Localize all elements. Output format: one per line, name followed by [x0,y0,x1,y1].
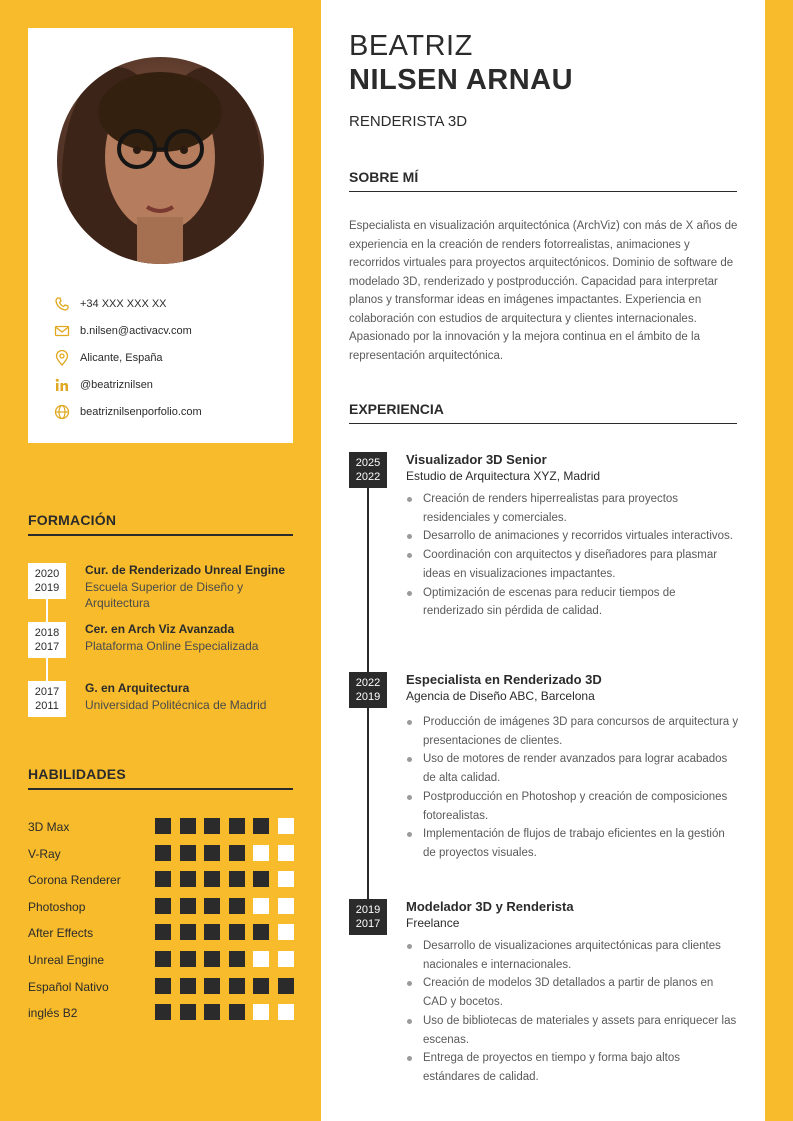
skill-level-square [278,951,294,967]
skill-row [28,898,293,916]
education-title: G. en Arquitectura [85,681,190,695]
contact-phone[interactable] [54,290,202,317]
year-end: 2018 [34,627,60,639]
bullet-item: Optimización de escenas para reducir tiempos de renderizado sin pérdida de calidad. [406,584,739,621]
contact-email[interactable] [54,317,202,344]
skill-level-square [229,871,245,887]
year-start: 2017 [355,918,381,930]
skill-level-square [180,1004,196,1020]
skill-level-square [204,951,220,967]
education-years [28,681,66,717]
year-end: 2019 [355,904,381,916]
job-company: Freelance [406,916,460,930]
skill-level-square [253,978,269,994]
contact-list [54,290,202,425]
skill-level-square [155,845,171,861]
skill-name: inglés B2 [28,1006,78,1021]
location-icon [54,350,70,366]
profile-card [28,28,293,443]
skill-level-square [204,978,220,994]
skills-rule [28,788,293,790]
skills-heading: HABILIDADES [28,766,126,782]
first-name: BEATRIZ [349,30,473,62]
skill-level-square [229,924,245,940]
year-start: 2019 [34,582,60,594]
skill-level-square [204,845,220,861]
year-end: 2022 [355,677,381,689]
skill-name: Español Nativo [28,979,109,994]
skill-row [28,1004,293,1022]
skill-level-square [253,871,269,887]
education-title: Cer. en Arch Viz Avanzada [85,622,235,636]
bullet-item: Postproducción en Photoshop y creación de composiciones fotorealistas. [406,788,739,825]
skill-level-square [278,1004,294,1020]
skill-level-square [278,924,294,940]
skill-level-square [229,845,245,861]
skill-name: Photoshop [28,899,86,914]
education-title: Cur. de Renderizado Unreal Engine [85,563,286,577]
skill-level-square [253,818,269,834]
skill-level-square [229,818,245,834]
last-name: NILSEN ARNAU [349,64,574,96]
job-bullets [406,490,739,621]
job-bullets [406,937,739,1087]
skill-name: 3D Max [28,820,70,834]
year-start: 2017 [34,641,60,653]
job-bullets [406,713,739,863]
year-start: 2011 [35,700,59,712]
skill-level-square [278,845,294,861]
contact-email-text: b.nilsen@activacv.com [80,324,192,337]
contact-location [54,344,202,371]
skill-level-square [253,924,269,940]
skill-level-square [204,924,220,940]
contact-location-text: Alicante, España [80,351,163,364]
year-end: 2017 [34,686,60,698]
contact-website-text: beatriznilsenporfolio.com [80,405,202,418]
skill-row [28,924,293,942]
skill-level-square [204,871,220,887]
bullet-item: Implementación de flujos de trabajo eficientes en la gestión de proyectos visuales. [406,825,739,862]
skill-level-square [204,898,220,914]
experience-years [349,452,387,488]
skill-level-square [278,818,294,834]
skill-row [28,818,293,836]
bullet-item: Uso de motores de render avanzados para lograr acabados de alta calidad. [406,750,739,787]
education-heading: FORMACIÓN [28,512,117,528]
experience-rule [349,423,737,424]
skill-level-square [180,898,196,914]
education-school: Universidad Politécnica de Madrid [85,698,267,712]
skill-level-square [155,898,171,914]
skill-level-square [229,951,245,967]
education-rule [28,534,293,536]
bullet-item: Uso de bibliotecas de materiales y assets para enriquecer las escenas. [406,1012,739,1049]
profile-photo [57,57,264,264]
skill-level-square [155,951,171,967]
experience-years [349,672,387,708]
job-company: Agencia de Diseño ABC, Barcelona [406,689,595,703]
skill-level-square [229,1004,245,1020]
skill-level-square [180,951,196,967]
skill-level-square [204,1004,220,1020]
skill-level-square [278,898,294,914]
education-years [28,563,66,599]
skill-level-square [155,818,171,834]
about-heading: SOBRE MÍ [349,169,419,185]
about-rule [349,191,737,192]
bullet-item: Desarrollo de animaciones y recorridos virtuales interactivos. [406,527,739,546]
bullet-item: Coordinación con arquitectos y diseñadores para plasmar ideas en visualizaciones impactantes. [406,546,739,583]
skill-level-square [180,978,196,994]
skill-name: After Effects [28,926,94,941]
skill-level-square [155,978,171,994]
phone-icon [54,296,70,312]
experience-heading: EXPERIENCIA [349,401,444,417]
education-years [28,622,66,658]
education-school: Escuela Superior de Diseño y Arquitectura [85,580,244,610]
contact-linkedin-text: @beatriznilsen [80,378,153,391]
education-school: Plataforma Online Especializada [85,639,259,653]
bullet-item: Creación de renders hiperrealistas para proyectos residenciales y comerciales. [406,490,739,527]
skill-level-square [155,924,171,940]
globe-icon [54,404,70,420]
bullet-item: Producción de imágenes 3D para concursos de arquitectura y presentaciones de clientes. [406,713,739,750]
year-end: 2020 [34,568,60,580]
skill-level-square [204,818,220,834]
job-role: RENDERISTA 3D [349,113,468,130]
mail-icon [54,323,70,339]
skill-level-square [278,978,294,994]
contact-phone-text: +34 XXX XXX XX [80,297,167,310]
year-start: 2019 [355,691,381,703]
contact-linkedin[interactable] [54,371,202,398]
skill-level-square [180,924,196,940]
skill-name: V-Ray [28,846,61,861]
year-end: 2025 [355,457,381,469]
skill-name: Corona Renderer [28,873,121,888]
skill-name: Unreal Engine [28,953,105,967]
bullet-item: Creación de modelos 3D detallados a partir de planos en CAD y bocetos. [406,974,739,1011]
skill-level-square [180,818,196,834]
job-title: Modelador 3D y Renderista [406,899,574,914]
skill-level-square [180,845,196,861]
linkedin-icon [54,377,70,393]
right-accent-strip [765,0,793,1121]
skill-level-square [229,898,245,914]
skill-level-square [180,871,196,887]
skill-row [28,978,293,996]
bullet-item: Desarrollo de visualizaciones arquitectónicas para clientes nacionales e internacionales. [406,937,739,974]
skill-level-square [229,978,245,994]
skill-level-square [155,871,171,887]
skill-level-square [253,898,269,914]
skill-row [28,845,293,863]
contact-website[interactable] [54,398,202,425]
about-text: Especialista en visualización arquitectónica (ArchViz) con más de X años de experiencia en la creación de renders fotorrealistas, animaciones y recorridos virtuales para proyectos arquitectónicos. Dominio de software de modelado 3D, renderizado y postproducción. Capacidad para interpretar planos y transformar ideas en imágenes impactantes. Experiencia en colaboración con estudios de arquitectura y clientes internacionales. Apasionado por la innovación y la mejora continua en el ámbito de la representación arquitectónica. [349,220,738,362]
job-title: Especialista en Renderizado 3D [406,672,602,687]
skill-level-square [278,871,294,887]
skill-level-square [253,1004,269,1020]
job-title: Visualizador 3D Senior [406,452,547,467]
skill-level-square [253,951,269,967]
skill-level-square [253,845,269,861]
skill-row [28,871,293,889]
bullet-item: Entrega de proyectos en tiempo y forma bajo altos estándares de calidad. [406,1049,739,1086]
skill-level-square [155,1004,171,1020]
year-start: 2022 [355,471,381,483]
skill-row [28,951,293,969]
job-company: Estudio de Arquitectura XYZ, Madrid [406,469,601,483]
experience-years [349,899,387,935]
